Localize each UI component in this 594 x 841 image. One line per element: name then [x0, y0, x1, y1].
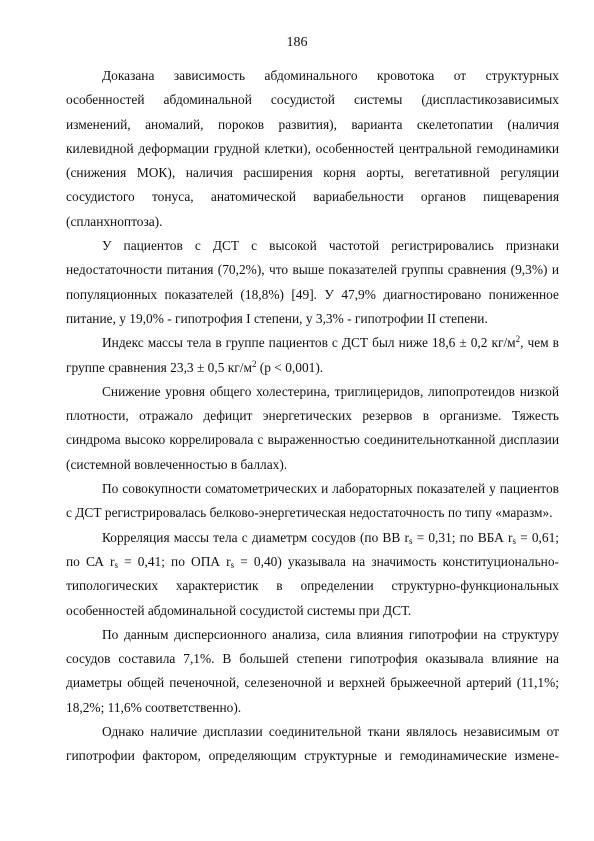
text-run: = 0,61; по СА r	[66, 529, 559, 569]
paragraph	[66, 720, 559, 769]
text-run: Корреляция массы тела с диаметрм сосудов (по ВВ r	[102, 529, 409, 545]
subscript: s	[114, 559, 118, 570]
text-run: По данным дисперсионного анализа, сила влияния гипотрофии на структуру сосудов составила 7,1%. В большей степени гипотрофия оказывала влияние на диаметры общей печеночной, селезеночной и верхней брыжеечной артерий (11,1%; 18,2%; 11,6% соответственно).	[66, 626, 559, 715]
subscript: s	[408, 535, 413, 546]
text-run: Индекс массы тела в группе пациентов с ДСТ был ниже 18,6 ± 0,2 кг/м	[102, 335, 516, 351]
paragraph	[66, 477, 559, 526]
text-run: Доказана зависимость абдоминального кровотока от структурных особенностей абдоминальной сосудистой системы (диспластикозависимых изменений, аномалий, пороков развития), варианта скелетопатии (наличия килевидной деформации грудной клетки), особенностей центральной гемодинамики (снижения МОК), наличия расширения корня аорты, вегетативной регуляции сосудистого тонуса, анатомической вариабельности органов пищеварения (спланхноптоза).	[66, 68, 559, 229]
paragraph	[66, 380, 559, 477]
text-run: Снижение уровня общего холестерина, триглицеридов, липопротеидов низкой плотности, отражало дефицит энергетических резервов в организме. Тяжесть синдрома высоко коррелировала с выраженностью соединительнотканной дисплазии (системной вовлеченностью в баллах).	[66, 383, 559, 472]
page-number: 186	[286, 35, 308, 50]
text-run: Однако наличие дисплазии соединительной ткани являлось независимым от гипотрофии фактором, определяющим структурные и гемодинамические измене-	[66, 724, 559, 764]
paragraph	[66, 331, 559, 380]
subscript: s	[512, 535, 516, 546]
paragraph	[66, 526, 559, 623]
text-run: = 0,40) указывала на значимость конституционально-типологических характеристик в определении структурно-функциональных особенностей абдоминальной сосудистой системы при ДСТ.	[66, 553, 559, 618]
subscript: s	[230, 559, 235, 570]
text-run: (p < 0,001).	[256, 359, 324, 375]
text-run: , чем в группе сравнения 23,3 ± 0,5 кг/м	[66, 335, 559, 375]
text-run: = 0,41; по ОПА r	[118, 553, 231, 569]
text-run: = 0,31; по ВБА r	[412, 529, 513, 545]
text-run: У пациентов с ДСТ с высокой частотой регистрировались признаки недостаточности питания (70,2%), что выше показателей группы сравнения (9,3%) и популяционных показателей (18,8%) [49]. У 47,9% диагностировано пониженное питание, у 19,0% - гипотрофия I степени, у 3,3% - гипотрофии II степени.	[66, 238, 559, 326]
text-run: По совокупности соматометрических и лабораторных показателей у пациентов с ДСТ регистрировалась белково-энергетическая недостаточность по типу «маразм».	[66, 481, 559, 521]
superscript: 2	[251, 358, 257, 369]
superscript: 2	[515, 334, 521, 345]
paragraph	[66, 64, 559, 234]
paragraph	[66, 234, 559, 331]
body-text	[66, 64, 559, 769]
paragraph	[66, 623, 559, 720]
